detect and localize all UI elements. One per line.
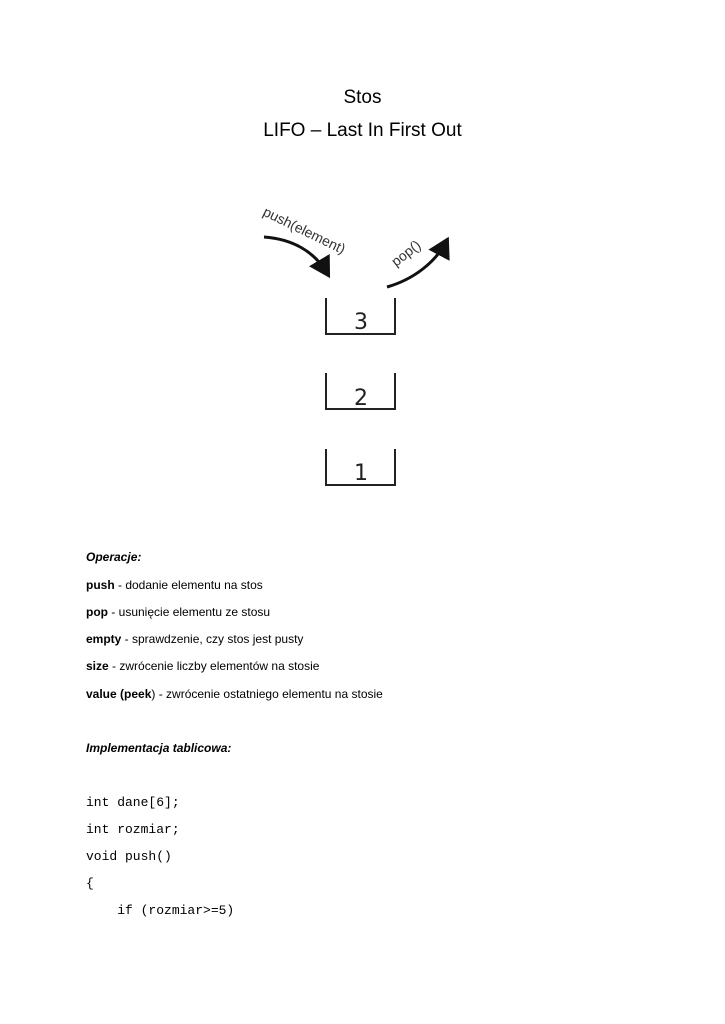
operation-item [86, 659, 319, 673]
operation-desc: - usunięcie elementu ze stosu [108, 605, 271, 619]
operations-heading: Operacje: [86, 550, 142, 564]
page-subtitle: LIFO – Last In First Out [263, 120, 462, 141]
stack-box-2-label: 2 [354, 386, 368, 411]
code-line: void push() [86, 849, 172, 864]
pop-label: pop() [387, 236, 424, 270]
stack-box-3-label: 3 [354, 310, 368, 335]
code-line: { [86, 876, 94, 891]
operation-term: size [86, 659, 109, 673]
code-line: if (rozmiar>=5) [86, 903, 235, 918]
operation-desc: - dodanie elementu na stos [114, 578, 263, 592]
page-title: Stos [343, 87, 382, 108]
operation-term: pop [86, 605, 108, 619]
operation-item [86, 578, 263, 592]
operation-item [86, 605, 270, 619]
push-label: push(element) [260, 203, 349, 257]
operation-term: empty [86, 632, 122, 646]
operation-term: value (peek [86, 687, 152, 701]
implementation-heading: Implementacja tablicowa: [86, 741, 232, 755]
operation-item [86, 687, 383, 701]
stack-box-1-label: 1 [354, 461, 368, 486]
code-line: int dane[6]; [86, 795, 180, 810]
operation-item [86, 632, 303, 646]
operation-desc: - sprawdzenie, czy stos jest pusty [121, 632, 304, 646]
operation-desc: - zwrócenie liczby elementów na stosie [108, 659, 320, 673]
stack-diagram-svg [250, 195, 480, 495]
operation-desc: ) - zwrócenie ostatniego elementu na stosie [151, 687, 383, 701]
code-line: int rozmiar; [86, 822, 180, 837]
operation-term: push [86, 578, 115, 592]
stack-diagram [250, 195, 480, 495]
